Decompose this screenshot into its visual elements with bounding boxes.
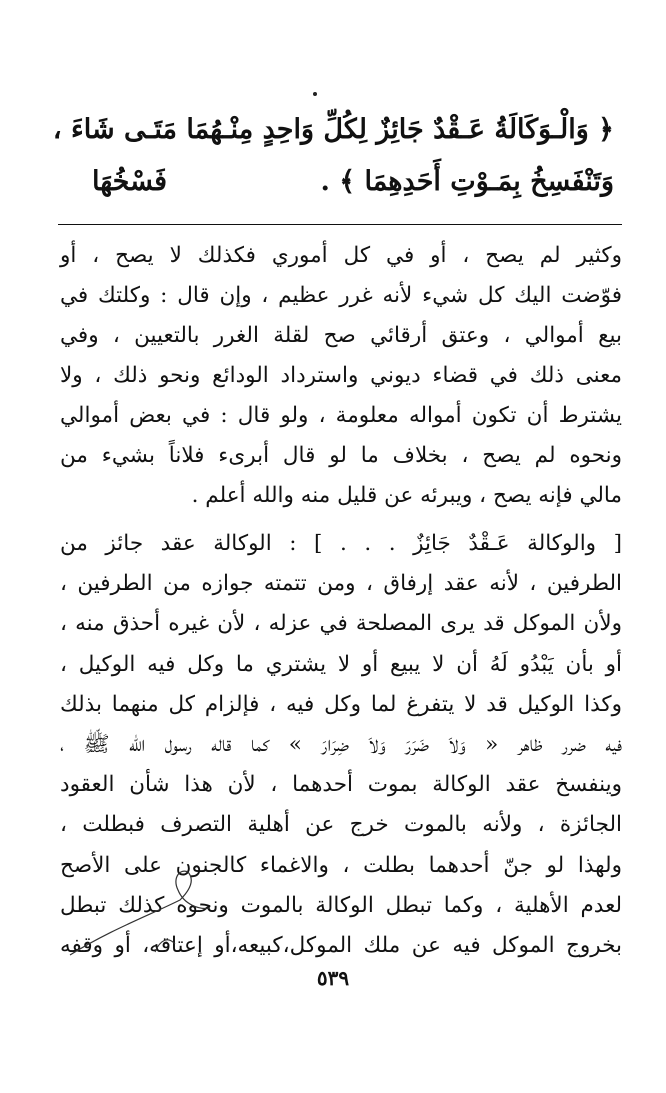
text-line: ولهذا لو جنّ أحدهما بطلت ، والاغماء كالجنون على الأصح	[60, 852, 622, 878]
matn-line-2-row	[62, 156, 614, 208]
matn-line-2: وَتَنْفَسِخُ بِمَـوْتِ أَحَدِهِمَا ﴾ .	[320, 166, 614, 197]
text-line: بيع أموالي ، وعتق أرقائي صح لقلة الغرر بالتعيين ، وفي	[60, 323, 623, 348]
text-line: فوّضت اليك كل شيء لأنه غرر عظيم ، وإن قال : وكلتك في	[60, 283, 622, 308]
text-line: ونحوه لم يصح ، بخلاف ما لو قال أبرىء فلاناً بشيء من	[60, 443, 622, 468]
commentary-paragraph-1	[60, 236, 622, 516]
matn-line-2-tail: فَسْخُهَا	[92, 166, 168, 197]
text-line: معنى ذلك في قضاء ديوني واسترداد الودائع ونحو ذلك ، ولا	[60, 363, 622, 388]
page-number: ٥٣٩	[316, 966, 350, 990]
text-line: وكذا الوكيل قد لا يتفرغ لما وكل فيه ، فإلزام كل منهما بذلك	[60, 691, 622, 717]
text-line: وينفسخ عقد الوكالة بموت أحدهما ، لأن هذا شأن العقود	[60, 772, 622, 798]
matn-line-1: ﴿ وَالْـوَكَالَةُ عَـقْدٌ جَائِزٌ لِكُلِّ وَاحِدٍ مِنْـهُمَا مَتَـى شَاءَ ،	[52, 114, 614, 145]
text-line: الطرفين ، لأنه عقد إرفاق ، ومن تتمته جوازه من الطرفين ،	[60, 571, 622, 597]
text-line: يشترط أن تكون أمواله معلومة ، ولو قال : في بعض أموالي	[60, 403, 622, 428]
matn-text	[52, 104, 614, 208]
text-line: بخروج الموكل فيه عن ملك الموكل،كبيعه،أو إعتاقه، أو وقفه	[60, 932, 622, 958]
commentary-paragraph-2	[60, 524, 622, 966]
text-line: ولأن الموكل قد يرى المصلحة في عزله ، لأن غيره أحذق منه ،	[60, 611, 622, 637]
text-line: فيه ضرر ظاهر « وَلاَ ضَرَرَ وَلاَ ضِرَارَ » كما قاله رسول الله ﷺ ،	[60, 731, 622, 757]
text-line: أو بأن يَبْدُو لَهُ أن لا يبيع أو لا يشتري ما وكل فيه الوكيل ،	[60, 651, 622, 677]
text-line: الجائزة ، ولأنه بالموت خرج عن أهلية التصرف فبطلت ،	[60, 812, 622, 838]
text-line: مالي فإنه يصح ، ويبرئه عن قليل منه والله أعلم .	[191, 483, 622, 508]
text-line: لعدم الأهلية ، وكما تبطل الوكالة بالموت ونحوه كذلك تبطل	[60, 892, 622, 918]
marginal-dot	[313, 92, 317, 96]
text-line: وكثير لم يصح ، أو في كل أموري فكذلك لا يصح ، أو	[60, 243, 622, 268]
text-line: [ والوكالة عَـقْدٌ جَائِزٌ . . . ] : الوكالة عقد جائز من	[60, 531, 622, 556]
section-divider	[58, 224, 622, 225]
